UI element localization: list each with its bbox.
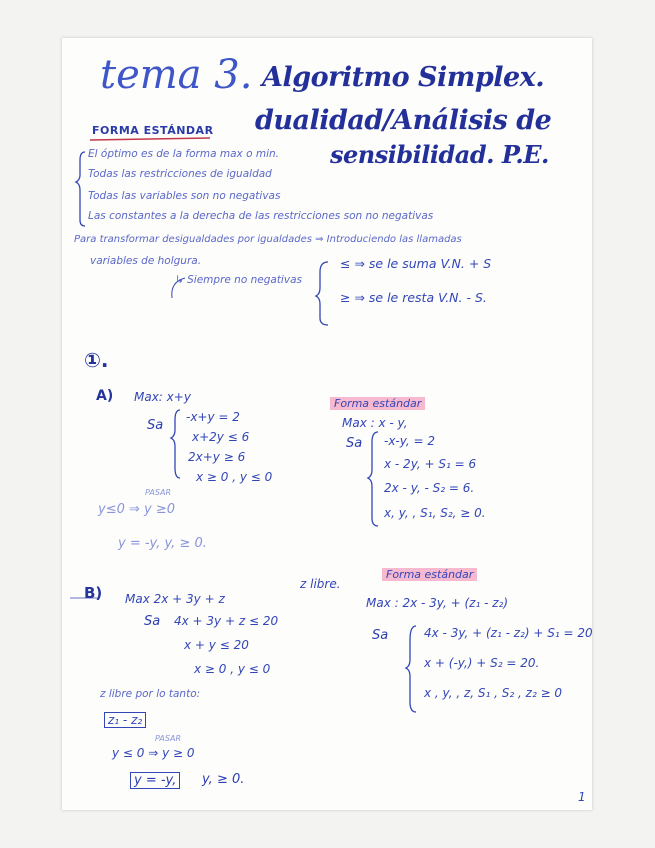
- page-number: 1: [578, 790, 586, 804]
- ex-b-z-box: z₁ - z₂: [104, 712, 146, 728]
- exercise-number: ①.: [84, 348, 109, 372]
- ex-b-label: B): [84, 584, 103, 602]
- ex-a-std-objective: Max : x - y,: [342, 416, 408, 430]
- ex-a-std-sa: Sa: [346, 436, 363, 451]
- ex-b-std-constraint-1: 4x - 3y, + (z₁ - z₂) + S₁ = 20: [424, 626, 593, 640]
- rule-ge: ≥ ⇒ se le resta V.N. - S.: [340, 290, 487, 305]
- ex-a-constraint-3: 2x+y ≥ 6: [188, 450, 246, 464]
- ex-b-sa: Sa: [144, 614, 161, 629]
- ex-b-std-sa: Sa: [372, 628, 389, 643]
- title-line-2: dualidad/Análisis de: [255, 105, 552, 136]
- ex-a-constraint-2: x+2y ≤ 6: [192, 430, 250, 444]
- ex-b-std-constraint-2: x + (-y,) + S₂ = 20.: [424, 656, 540, 670]
- ex-a-sa: Sa: [147, 418, 164, 433]
- ex-a-pasar: PASAR: [145, 488, 172, 497]
- transform-line-2: variables de holgura.: [90, 255, 202, 267]
- ex-a-label: A): [96, 388, 114, 404]
- ex-b-std-objective: Max : 2x - 3y, + (z₁ - z₂): [366, 596, 509, 610]
- ex-b-std-constraint-3: x , y, , z, S₁ , S₂ , z₂ ≥ 0: [424, 686, 563, 700]
- ex-b-zlibre-note: z libre por lo tanto:: [100, 688, 201, 700]
- ex-a-std-constraint-2: x - 2y, + S₁ = 6: [384, 457, 477, 471]
- ex-a-constraint-1: -x+y = 2: [186, 410, 240, 424]
- bullet-1: El óptimo es de la forma max o min.: [88, 148, 279, 160]
- ex-b-forma-label: Forma estándar: [382, 568, 477, 581]
- ex-b-objective: Max 2x + 3y + z: [125, 592, 225, 606]
- ex-b-y-box: y = -y,: [130, 772, 180, 789]
- ex-b-constraint-3: x ≥ 0 , y ≤ 0: [194, 662, 271, 676]
- ex-b-constraint-1: 4x + 3y + z ≤ 20: [174, 614, 279, 628]
- ex-b-zlibre: z libre.: [300, 577, 341, 591]
- siempre-no-negativas: ↳ Siempre no negativas: [175, 274, 302, 286]
- bullet-4: Las constantes a la derecha de las restricciones son no negativas: [88, 210, 434, 222]
- bullet-2: Todas las restricciones de igualdad: [88, 168, 272, 180]
- rule-le: ≤ ⇒ se le suma V.N. + S: [340, 256, 492, 271]
- forma-estandar-label: FORMA ESTÁNDAR: [92, 124, 214, 137]
- ex-a-forma-label: Forma estándar: [330, 397, 425, 410]
- ex-b-y-after: y, ≥ 0.: [202, 772, 245, 787]
- ex-a-objective: Max: x+y: [134, 390, 191, 404]
- title-line-1: Algoritmo Simplex.: [262, 62, 545, 93]
- ex-b-pasar-line: y ≤ 0 ⇒ y ≥ 0: [112, 746, 195, 760]
- ex-b-pasar: PASAR: [155, 734, 182, 743]
- ex-a-std-constraint-3: 2x - y, - S₂ = 6.: [384, 481, 475, 495]
- ex-a-std-constraint-4: x, y, , S₁, S₂, ≥ 0.: [384, 506, 486, 520]
- ex-a-constraint-4: x ≥ 0 , y ≤ 0: [196, 470, 273, 484]
- transform-line-1: Para transformar desigualdades por igualdades ⇒ Introduciendo las llamadas: [74, 234, 462, 245]
- bullet-3: Todas las variables son no negativas: [88, 190, 281, 202]
- title-line-3: sensibilidad. P.E.: [330, 140, 549, 169]
- ex-a-pasar-line: y≤0 ⇒ y ≥0: [98, 502, 176, 517]
- tema-title: tema 3.: [100, 52, 253, 98]
- ex-b-constraint-2: x + y ≤ 20: [184, 638, 249, 652]
- ex-a-sub-line: y = -y, y, ≥ 0.: [118, 536, 207, 551]
- ex-a-std-constraint-1: -x-y, = 2: [384, 434, 436, 448]
